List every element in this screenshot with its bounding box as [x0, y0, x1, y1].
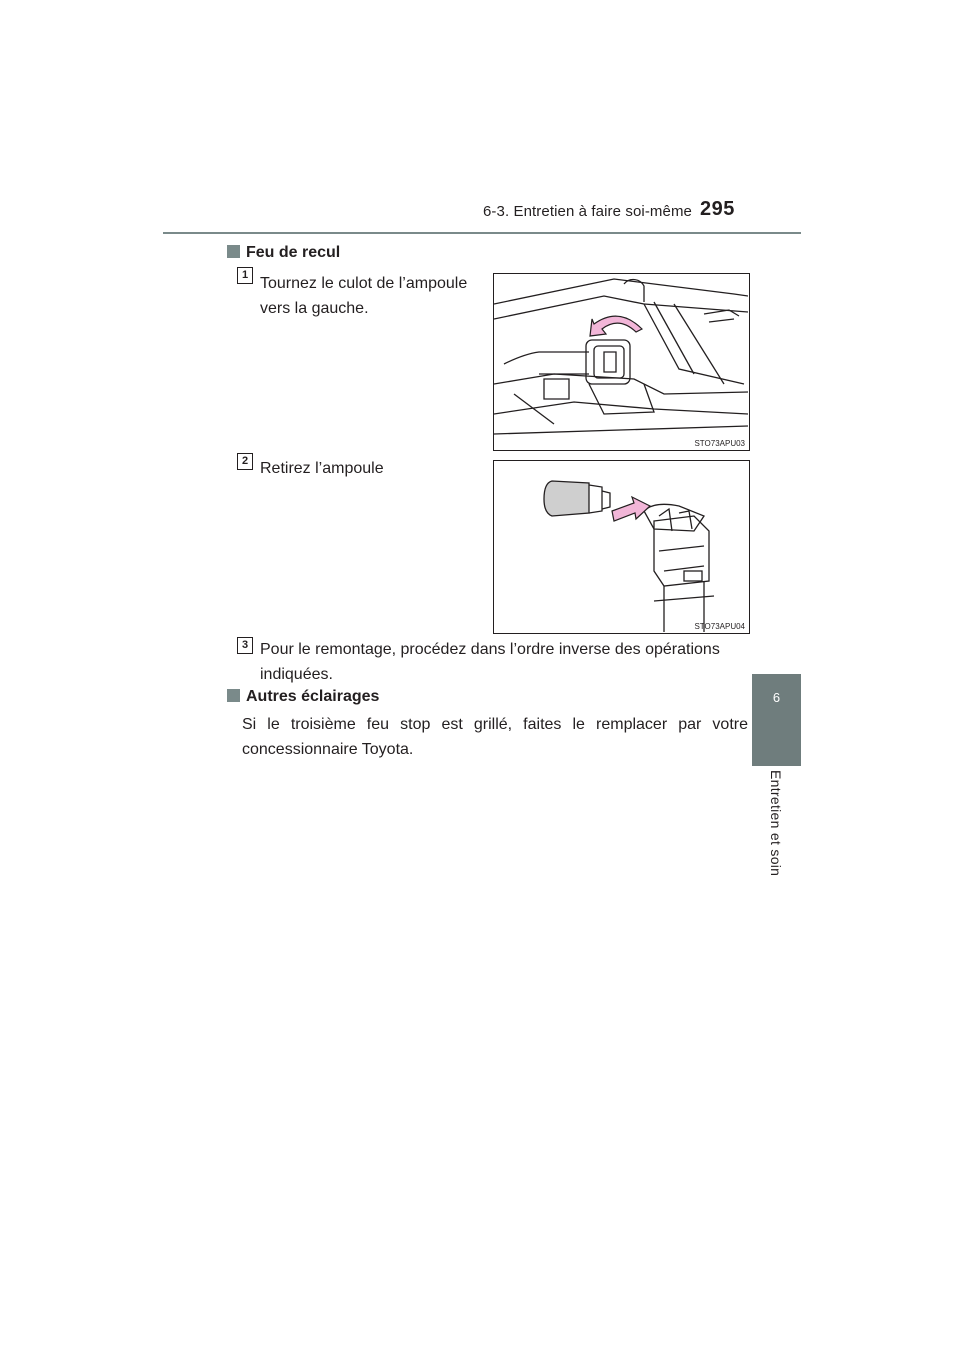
chapter-tab: [752, 674, 801, 766]
heading-square-icon: [227, 245, 240, 258]
page-number: 295: [700, 198, 735, 220]
illustration-bulb-and-socket: [494, 461, 748, 632]
text-line: vers la gauche.: [260, 300, 369, 317]
text-line: Retirez l’ampoule: [260, 460, 384, 477]
figure-caption: STO73APU04: [694, 622, 745, 631]
figure-caption: STO73APU03: [694, 439, 745, 448]
step-1-text: [260, 271, 485, 321]
step-number-3: 3: [237, 637, 253, 654]
chapter-title: Entretien et soin: [768, 770, 784, 877]
text-line: Tournez le culot de l’ampoule: [260, 275, 468, 292]
header-rule: [163, 232, 801, 234]
running-header: 6-3. Entretien à faire soi-même: [482, 203, 692, 220]
section-heading-feu-de-recul: [227, 244, 340, 262]
figure-bulb-socket-turn: [493, 273, 750, 451]
section-title: Feu de recul: [246, 244, 341, 261]
push-arrow-icon: [612, 497, 650, 521]
text-line: Si le troisième feu stop est grillé, faites le remplacer par votre: [242, 716, 748, 733]
text-line: indiquées.: [260, 666, 333, 683]
step-number-2: 2: [237, 453, 253, 470]
section-title: Autres éclairages: [246, 688, 380, 705]
text-line: Pour le remontage, procédez dans l’ordre inverse des opérations: [260, 641, 720, 658]
section-heading-autres-eclairages: [227, 688, 379, 706]
step-number-1: 1: [237, 267, 253, 284]
heading-square-icon: [227, 689, 240, 702]
figure-bulb-removal: [493, 460, 750, 634]
section-2-text: [242, 712, 748, 762]
chapter-number: 6: [772, 690, 781, 705]
rotate-arrow-icon: [590, 316, 642, 336]
step-3-text: [260, 637, 748, 687]
step-2-text: [260, 456, 485, 481]
text-line: concessionnaire Toyota.: [242, 741, 414, 758]
illustration-rear-lamp-housing: [494, 274, 748, 449]
